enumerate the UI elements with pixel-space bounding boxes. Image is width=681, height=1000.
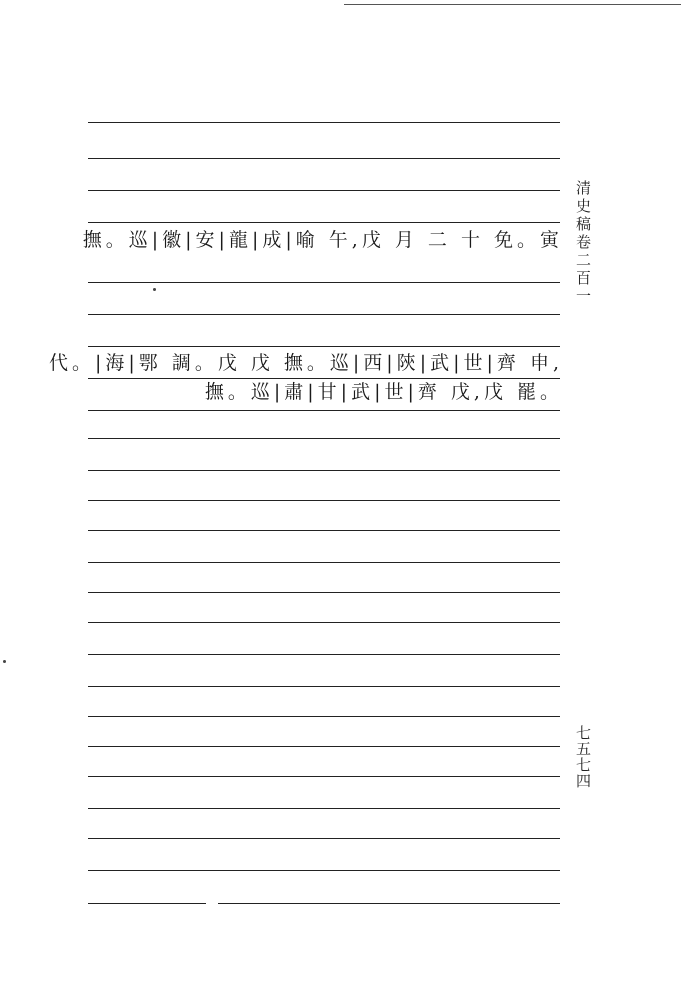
ruled-line [88, 158, 560, 159]
ruled-line [88, 622, 560, 623]
ruled-line [88, 716, 560, 717]
ruled-line [88, 746, 560, 747]
ruled-line [88, 470, 560, 471]
ruled-line-bottom-right [218, 903, 560, 904]
ruled-line [88, 346, 560, 347]
ruled-line [88, 776, 560, 777]
ruled-line [88, 838, 560, 839]
margin-book-title: 清史稿卷二百一 [574, 180, 592, 306]
ruled-line [88, 500, 560, 501]
ruled-line [88, 438, 560, 439]
top-border-line [344, 4, 681, 5]
table-row-text: 撫。巡|徽|安|龍|成|喻 午,戊 月 二 十 免。寅 [82, 229, 563, 251]
ruled-line [88, 222, 560, 223]
ruled-line [88, 808, 560, 809]
ruled-line [88, 378, 560, 379]
ruled-line [88, 282, 560, 283]
scan-speck [153, 288, 156, 291]
ruled-line [88, 122, 560, 123]
ruled-line [88, 314, 560, 315]
table-row-text: 撫。巡|肅|甘|武|世|齊 戊,戊 罷。 [204, 381, 563, 403]
table-row-text: 代。|海|鄂 調。戊 戊 撫。巡|西|陝|武|世|齊 申, [48, 352, 563, 374]
ruled-line [88, 530, 560, 531]
ruled-line [88, 686, 560, 687]
ruled-line [88, 870, 560, 871]
ruled-line [88, 654, 560, 655]
ruled-line [88, 562, 560, 563]
margin-page-number: 七五七四 [574, 725, 592, 789]
ruled-line [88, 190, 560, 191]
ruled-line [88, 410, 560, 411]
ruled-line-bottom-left [88, 903, 206, 904]
scan-speck [3, 660, 6, 663]
ruled-line [88, 592, 560, 593]
